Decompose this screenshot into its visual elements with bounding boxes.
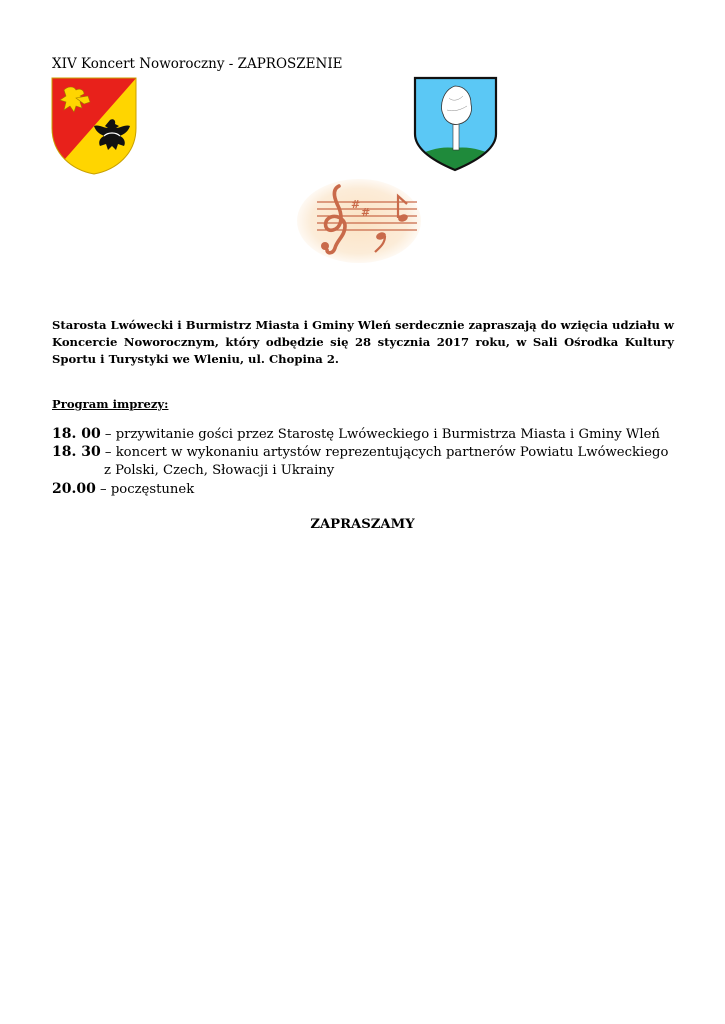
program-item bbox=[52, 444, 668, 460]
program-time: 18. 30 bbox=[52, 444, 101, 460]
program-item bbox=[52, 481, 194, 497]
svg-text:#: # bbox=[361, 206, 371, 219]
document-title: XIV Koncert Noworoczny - ZAPROSZENIE bbox=[52, 56, 343, 72]
program-description-continuation: z Polski, Czech, Słowacji i Ukrainy bbox=[104, 463, 335, 478]
county-coat-of-arms-icon bbox=[50, 76, 138, 176]
program-heading: Program imprezy: bbox=[52, 397, 169, 411]
closing-invitation: ZAPRASZAMY bbox=[310, 517, 415, 532]
municipality-coat-of-arms-icon bbox=[413, 76, 498, 172]
program-time: 18. 00 bbox=[52, 426, 101, 442]
program-description: – koncert w wykonaniu artystów reprezentujących partnerów Powiatu Lwóweckiego bbox=[100, 445, 669, 460]
program-item bbox=[52, 426, 660, 442]
music-notes-icon bbox=[295, 178, 423, 264]
program-time: 20.00 bbox=[52, 481, 96, 497]
program-description: – poczęstunek bbox=[95, 482, 195, 497]
svg-text:#: # bbox=[351, 198, 361, 211]
program-description: – przywitanie gości przez Starostę Lwóweckiego i Burmistrza Miasta i Gminy Wleń bbox=[100, 427, 660, 442]
invitation-text: Starosta Lwówecki i Burmistrz Miasta i Gminy Wleń serdecznie zapraszają do wzięcia udziału w Koncercie Noworocznym, który odbędzie się 28 stycznia 2017 roku, w Sali Ośrodka Kultury Sportu i Turystyki we Wleniu, ul. Chopina 2. bbox=[52, 318, 674, 366]
